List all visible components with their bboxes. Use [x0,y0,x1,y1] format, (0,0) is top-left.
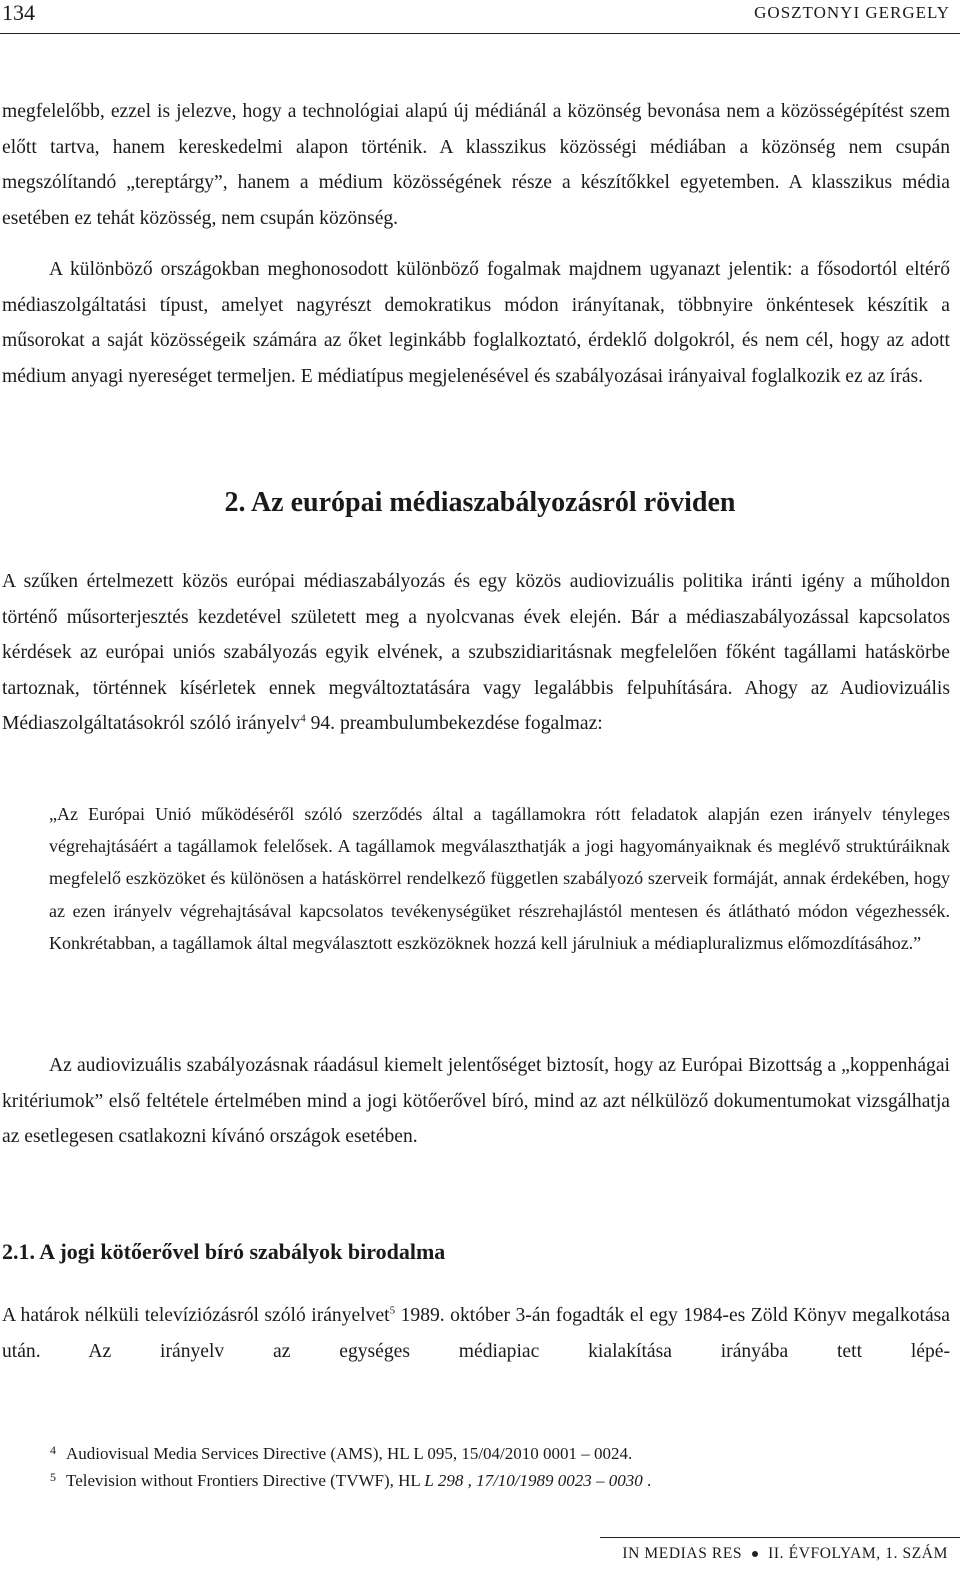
footnote-text-end: . [642,1471,652,1490]
footnote-text: Television without Frontiers Directive (TVWF), HL [66,1471,425,1490]
running-author: GOSZTONYI GERGELY [754,3,950,22]
footnote-text: Audiovisual Media Services Directive (AMS), HL L 095, 15/04/2010 0001 – 0024. [66,1444,633,1463]
running-footer [622,1545,948,1563]
issue-label: II. ÉVFOLYAM, 1. SZÁM [768,1545,948,1562]
section-2-heading: 2. Az európai médiaszabályozásról röviden [224,487,736,518]
section-2-paragraph-2: Az audiovizuális szabályozásnak ráadásul kiemelt jelentőséget biztosít, hogy az Európai Bizottság a „koppenhágai kritériumok” első feltétele értelmében mind a jogi kötőerővel bíró, mind az azt nélkülöző dokumentumokat vizsgálhatja az esetlegesen csatlakozni kívánó országok esetében. [2,1055,950,1148]
block-quote: „Az Európai Unió működéséről szóló szerződés által a tagállamokra rótt feladatok alapján ezen irányelv tényleges végrehajtásáért a tagállamok felelősek. A tagállamok megválaszthatják a jogi hagyományaiknak és meglévő struktúráiknak megfelelő eszközöket és különösen a hatáskörrel rendelkező független szabályozó szerveik formáját, annak érdekében, hogy az ezen irányelv végrehajtásával kapcsolatos tevékenységüket részrehajlástól mentesen és átlátható módon végezhessék. Konkrétabban, a tagállamok által megválasztott eszközöknek hozzá kell járulniuk a médiapluralizmus előmozdításához.” [49,804,950,953]
section-2-1-paragraph-1 [2,1298,950,1369]
footnote-number: 5 [50,1470,56,1484]
journal-name: IN MEDIAS RES [622,1545,743,1562]
intro-paragraph-1: megfelelőbb, ezzel is jelezve, hogy a technológiai alapú új médiánál a közönség bevonása nem a közösségépítést szem előtt tartva, hanem kereskedelmi alapon történik. A klasszikus közösségi médiában a közönség nem csupán megszólítandó „tereptárgy”, hanem a médium közösségének része a készítőkkel egyetemben. A klasszikus média esetében ez tehát közösség, nem csupán közönség. [2,101,950,229]
footnote-number: 4 [50,1443,56,1457]
section-2-1-paragraph-1-text: A határok nélküli televíziózásról szóló irányelvet [2,1305,390,1326]
footnote-text-italic: L 298 , 17/10/1989 0023 – 0030 [424,1471,643,1490]
section-2-paragraph-1-tail: 94. preambulumbekezdése fogalmaz: [305,713,603,735]
intro-paragraph-2: A különböző országokban meghonosodott különböző fogalmak majdnem ugyanazt jelentik: a fősodortól eltérő médiaszolgáltatási típust, amelyet nagyrészt demokratikus módon irányítanak, többnyire önkéntesek készítik a műsorokat a saját közösségeik számára az őket leginkább foglalkoztató, érdeklő dolgokról, és nem cél, hogy az adott médium anyagi nyereséget termeljen. E médiatípus megjelenésével és szabályozásai irányaival foglalkozik ez az írás. [2,259,950,387]
running-header [0,0,960,26]
page-number: 134 [2,0,35,25]
header-rule [0,33,960,34]
footnote-ref-5[interactable]: 5 [389,1304,396,1317]
section-2-paragraph-1-text: A szűken értelmezett közös európai médiaszabályozás és egy közös audiovizuális politika iránti igény a műholdon történő műsorterjesztés kezdetével született meg a nyolcvanas évek elején. Bár a médiaszabályozással kapcsolatos kérdések az európai uniós szabályozás egyik elvének, a szubszidiaritásnak megfelelően főként tagállami hatáskörbe tartoznak, történnek kísérletek ennek megváltoztatására vagy legalábbis felpuhítására. Ahogy az Audiovizuális Médiaszolgáltatásokról szóló irányelv [2,571,950,735]
section-2-1-heading: 2.1. A jogi kötőerővel bíró szabályok birodalma [2,1239,446,1264]
section-2-paragraph-1 [2,564,950,742]
bullet-separator [752,1551,758,1557]
section-2-1-paragraph-1-tail: 1989. október 3-án fogadták el egy 1984-es Zöld Könyv megalkotása után. Az irányelv az egységes médiapiac kialakítása irányába tett lépé- [2,1305,951,1362]
footer-rule [600,1537,960,1538]
footnote-ref-4[interactable]: 4 [300,712,306,725]
footnote-5 [50,1463,651,1495]
